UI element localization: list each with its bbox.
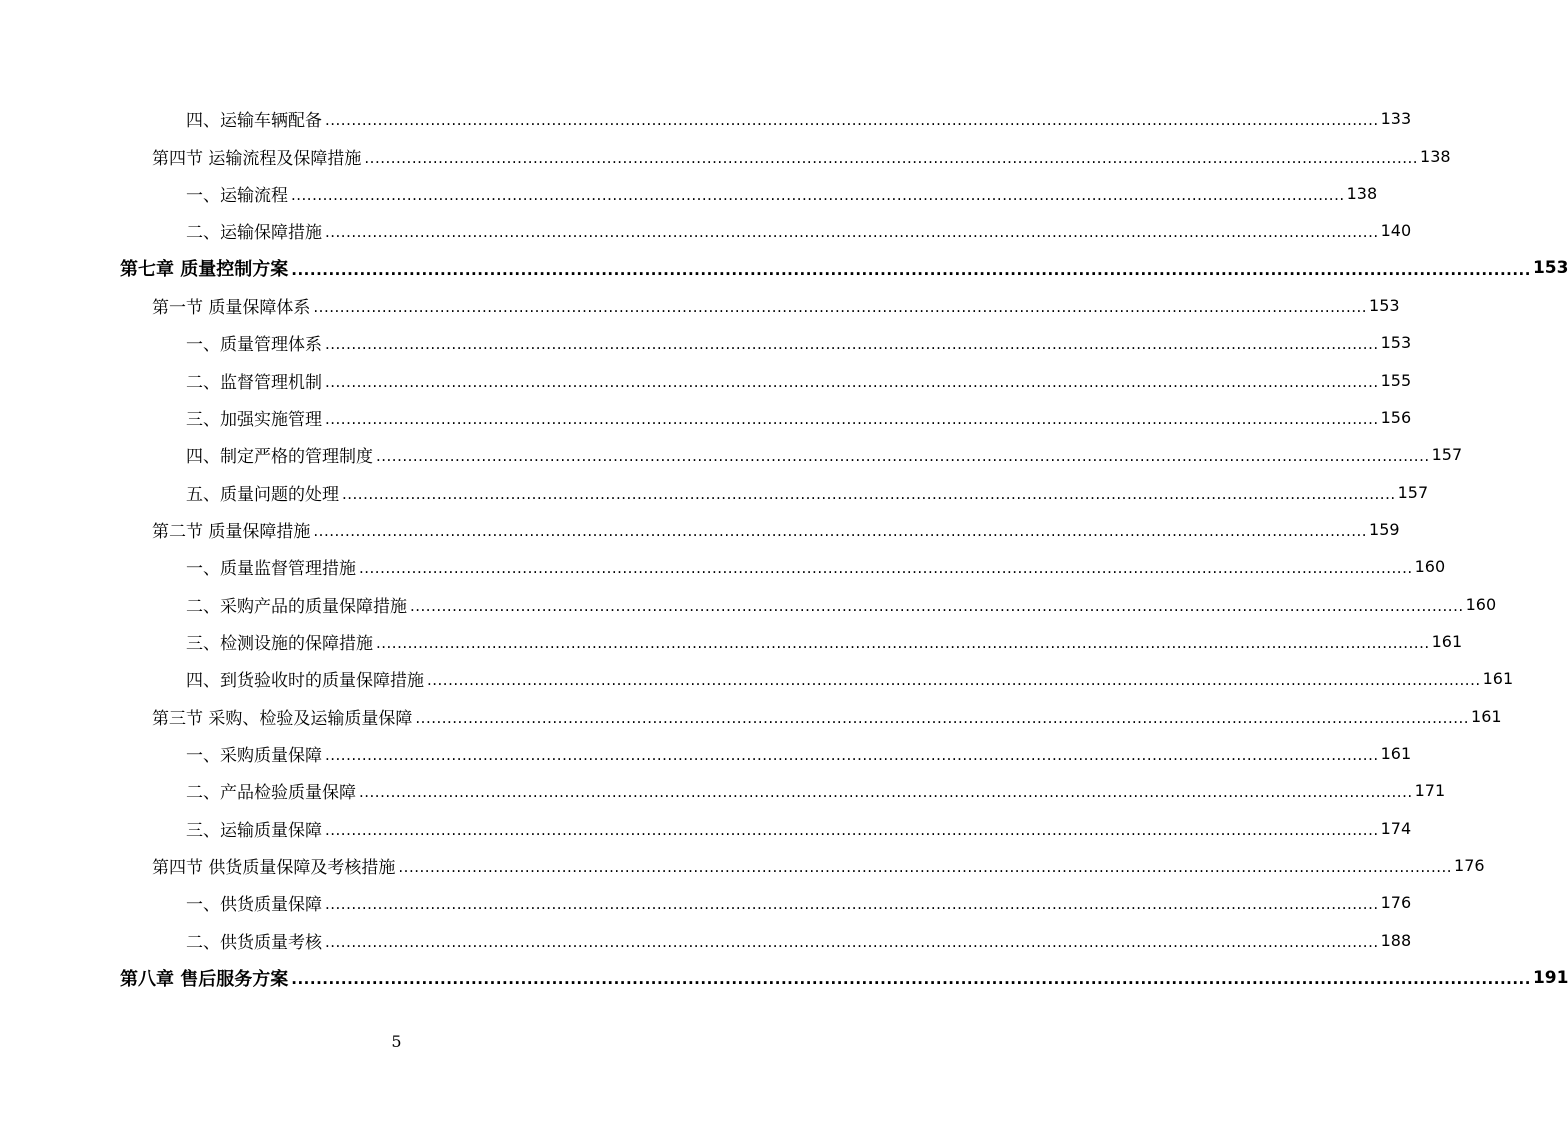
toc-entry-title: 四、运输车辆配备 xyxy=(186,111,322,132)
dot-leader: ........................................................................................................................................................................................................ xyxy=(325,372,1379,391)
toc-entry-title: 二、监督管理机制 xyxy=(186,372,322,393)
toc-entry-page-number: 160 xyxy=(1465,594,1497,614)
toc-entry-title: 一、采购质量保障 xyxy=(186,746,322,767)
dot-leader: ........................................................................................................................................................................................................ xyxy=(291,185,1345,204)
dot-leader: ........................................................................................................................................................................................................ xyxy=(410,596,1464,615)
toc-entry-title: 第二节 质量保障措施 xyxy=(152,521,311,542)
toc-entry-page-number: 157 xyxy=(1431,445,1463,465)
toc-entry-page-number: 176 xyxy=(1454,856,1485,876)
toc-entry-page-number: 176 xyxy=(1380,893,1412,913)
toc-entry-section[interactable] xyxy=(0,698,1502,735)
toc-entry-title: 五、质量问题的处理 xyxy=(186,484,339,505)
toc-entry-item[interactable] xyxy=(0,548,1446,585)
dot-leader: ........................................................................................................................................................................................................ xyxy=(398,858,1453,877)
toc-entry-item[interactable] xyxy=(0,175,1378,212)
dot-leader: ........................................................................................................................................................................................................ xyxy=(325,223,1379,242)
toc-entry-title: 三、运输质量保障 xyxy=(186,820,322,841)
toc-entry-item[interactable] xyxy=(0,922,1412,959)
dot-leader: ........................................................................................................................................................................................................ xyxy=(291,970,1531,989)
dot-leader: ........................................................................................................................................................................................................ xyxy=(313,521,1368,540)
toc-entry-page-number: 191 xyxy=(1532,967,1568,988)
toc-entry-title: 一、质量管理体系 xyxy=(186,335,322,356)
toc-entry-title: 二、采购产品的质量保障措施 xyxy=(186,596,407,617)
dot-leader: ........................................................................................................................................................................................................ xyxy=(325,895,1379,914)
toc-entry-item[interactable] xyxy=(0,100,1412,137)
dot-leader: ........................................................................................................................................................................................................ xyxy=(325,409,1379,428)
toc-entry-title: 第四节 运输流程及保障措施 xyxy=(152,148,362,169)
dot-leader: ........................................................................................................................................................................................................ xyxy=(325,820,1379,839)
dot-leader: ........................................................................................................................................................................................................ xyxy=(376,633,1430,652)
toc-entry-page-number: 153 xyxy=(1369,295,1400,315)
toc-entry-page-number: 161 xyxy=(1380,744,1412,764)
toc-entry-item[interactable] xyxy=(0,361,1412,398)
toc-entry-item[interactable] xyxy=(0,660,1514,697)
toc-entry-title: 一、质量监督管理措施 xyxy=(186,559,356,580)
toc-entry-title: 二、运输保障措施 xyxy=(186,223,322,244)
toc-entry-section[interactable] xyxy=(0,137,1451,174)
toc-entry-page-number: 161 xyxy=(1482,669,1514,689)
toc-entry-title: 一、供货质量保障 xyxy=(186,895,322,916)
toc-entry-title: 四、制定严格的管理制度 xyxy=(186,447,373,468)
dot-leader: ........................................................................................................................................................................................................ xyxy=(359,559,1413,578)
dot-leader: ........................................................................................................................................................................................................ xyxy=(325,111,1379,130)
dot-leader: ........................................................................................................................................................................................................ xyxy=(427,671,1481,690)
toc-entry-chapter[interactable] xyxy=(0,959,1568,996)
toc-entry-page-number: 155 xyxy=(1380,370,1412,390)
toc-entry-title: 三、检测设施的保障措施 xyxy=(186,633,373,654)
toc-entry-title: 第八章 售后服务方案 xyxy=(120,968,289,990)
toc-entry-chapter[interactable] xyxy=(0,249,1568,286)
toc-entry-page-number: 153 xyxy=(1532,258,1568,279)
dot-leader: ........................................................................................................................................................................................................ xyxy=(325,335,1379,354)
toc-entry-title: 四、到货验收时的质量保障措施 xyxy=(186,671,424,692)
toc-entry-page-number: 174 xyxy=(1380,818,1412,838)
toc-entry-section[interactable] xyxy=(0,511,1400,548)
dot-leader: ........................................................................................................................................................................................................ xyxy=(313,297,1368,316)
toc-entry-item[interactable] xyxy=(0,884,1412,921)
toc-entry-title: 三、加强实施管理 xyxy=(186,409,322,430)
dot-leader: ........................................................................................................................................................................................................ xyxy=(415,708,1470,727)
toc-entry-item[interactable] xyxy=(0,623,1463,660)
table-of-contents xyxy=(0,100,1568,996)
toc-entry-title: 第三节 采购、检验及运输质量保障 xyxy=(152,708,413,729)
toc-entry-item[interactable] xyxy=(0,735,1412,772)
dot-leader: ........................................................................................................................................................................................................ xyxy=(376,447,1430,466)
toc-entry-page-number: 171 xyxy=(1414,781,1446,801)
toc-entry-page-number: 138 xyxy=(1420,146,1451,166)
toc-entry-title: 第一节 质量保障体系 xyxy=(152,297,311,318)
dot-leader: ........................................................................................................................................................................................................ xyxy=(359,783,1413,802)
toc-entry-item[interactable] xyxy=(0,436,1463,473)
toc-entry-page-number: 160 xyxy=(1414,557,1446,577)
toc-entry-item[interactable] xyxy=(0,212,1412,249)
toc-entry-title: 二、产品检验质量保障 xyxy=(186,783,356,804)
toc-entry-page-number: 138 xyxy=(1346,183,1378,203)
toc-entry-item[interactable] xyxy=(0,399,1412,436)
toc-entry-item[interactable] xyxy=(0,585,1497,622)
toc-entry-page-number: 153 xyxy=(1380,333,1412,353)
dot-leader: ........................................................................................................................................................................................................ xyxy=(342,484,1396,503)
toc-entry-item[interactable] xyxy=(0,324,1412,361)
toc-entry-page-number: 156 xyxy=(1380,407,1412,427)
dot-leader: ........................................................................................................................................................................................................ xyxy=(325,932,1379,951)
dot-leader: ........................................................................................................................................................................................................ xyxy=(364,148,1419,167)
toc-entry-title: 第七章 质量控制方案 xyxy=(120,259,289,281)
toc-entry-page-number: 161 xyxy=(1431,631,1463,651)
toc-entry-section[interactable] xyxy=(0,847,1485,884)
toc-entry-page-number: 157 xyxy=(1397,482,1429,502)
toc-entry-title: 二、供货质量考核 xyxy=(186,932,322,953)
toc-entry-item[interactable] xyxy=(0,810,1412,847)
page-number: 5 xyxy=(391,1032,402,1051)
toc-entry-page-number: 133 xyxy=(1380,109,1412,129)
toc-entry-page-number: 140 xyxy=(1380,221,1412,241)
toc-entry-item[interactable] xyxy=(0,772,1446,809)
toc-entry-page-number: 159 xyxy=(1369,519,1400,539)
toc-entry-title: 第四节 供货质量保障及考核措施 xyxy=(152,858,396,879)
dot-leader: ........................................................................................................................................................................................................ xyxy=(325,746,1379,765)
toc-entry-section[interactable] xyxy=(0,287,1400,324)
dot-leader: ........................................................................................................................................................................................................ xyxy=(291,260,1531,279)
toc-entry-page-number: 188 xyxy=(1380,930,1412,950)
toc-entry-page-number: 161 xyxy=(1471,706,1502,726)
toc-entry-title: 一、运输流程 xyxy=(186,185,288,206)
toc-entry-item[interactable] xyxy=(0,473,1429,510)
